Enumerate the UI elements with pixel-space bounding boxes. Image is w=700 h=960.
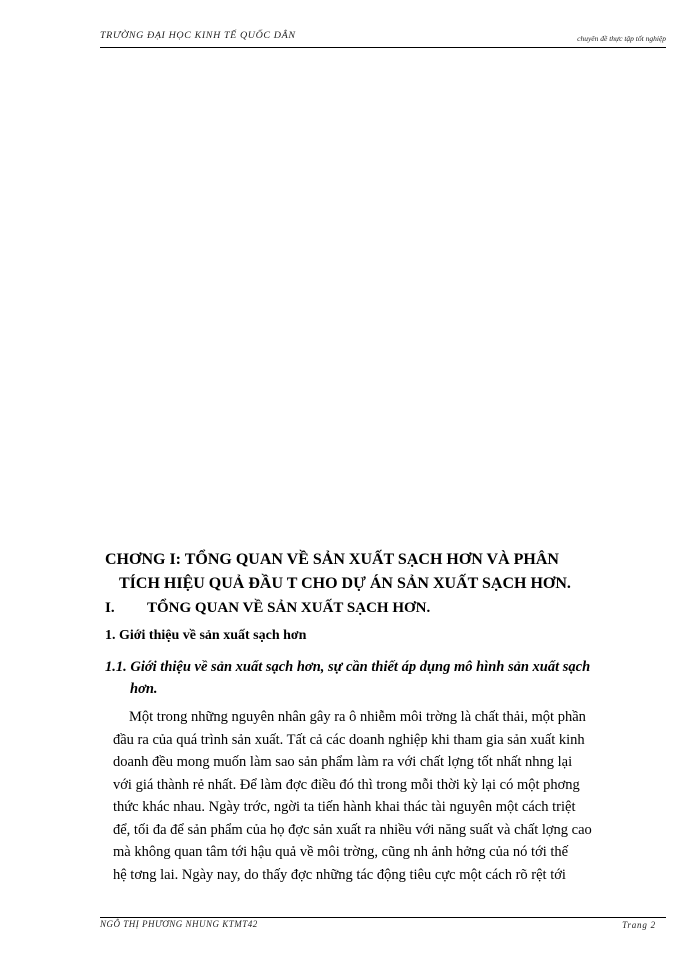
section-title: TỔNG QUAN VỀ SẢN XUẤT SẠCH HƠN.	[147, 600, 431, 616]
subsubsection-heading	[105, 656, 680, 700]
body-paragraph	[113, 706, 673, 886]
body-line: với giá thành rẻ nhất. Để làm đợc điều đó thì trong mỗi thời kỳ lại có một phơng	[113, 776, 580, 793]
header-rule	[100, 47, 666, 48]
page-header	[100, 31, 666, 51]
page-footer	[100, 917, 666, 933]
chapter-title	[105, 548, 665, 596]
subsubsection-heading-line-2: hơn.	[130, 681, 158, 697]
subsubsection-heading-line-1: 1.1. Giới thiệu về sản xuất sạch hơn, sự cần thiết áp dụng mô hình sản xuất sạch	[105, 659, 591, 675]
body-line: doanh đều mong muốn làm sao sản phẩm làm ra với chất lợng tốt nhất nhng lại	[113, 754, 573, 770]
body-line: Một trong những nguyên nhân gây ra ô nhiễm môi trờng là chất thải, một phần	[129, 709, 586, 725]
footer-rule	[100, 917, 666, 918]
body-line: để, tối đa để sản phẩm của họ đợc sản xuất ra nhiều với năng suất và chất lợng cao	[113, 821, 592, 838]
section-heading	[105, 600, 430, 617]
body-line: thức khác nhau. Ngày trớc, ngời ta tiến hành khai thác tài nguyên một cách triệt	[113, 799, 576, 815]
body-line: hệ tơng lai. Ngày nay, do thấy đợc những tác động tiêu cực một cách rõ rệt tới	[113, 866, 566, 883]
chapter-title-line-2: TÍCH HIỆU QUẢ ĐẦU T CHO DỰ ÁN SẢN XUẤT SẠCH HƠN.	[119, 575, 571, 592]
header-university: TRƯỜNG ĐẠI HỌC KINH TẾ QUỐC DÂN	[100, 31, 296, 41]
chapter-title-line-1: CHƠNG I: TỔNG QUAN VỀ SẢN XUẤT SẠCH HƠN VÀ PHÂN	[105, 551, 559, 568]
footer-author: NGÔ THỊ PHƯƠNG NHUNG KTMT42	[100, 919, 258, 929]
footer-page-number: Trang 2	[622, 920, 656, 930]
header-document-type: chuyên đề thực tập tốt nghiệp	[577, 34, 666, 43]
body-line: mà không quan tâm tới hậu quả về môi trờng, cũng nh ảnh hởng của nó tới thế	[113, 844, 569, 860]
body-line: đầu ra của quá trình sản xuất. Tất cả các doanh nghiệp khi tham gia sản xuất kinh	[113, 731, 585, 748]
section-number: I.	[105, 600, 115, 616]
subsection-heading: 1. Giới thiệu về sản xuất sạch hơn	[105, 628, 307, 643]
